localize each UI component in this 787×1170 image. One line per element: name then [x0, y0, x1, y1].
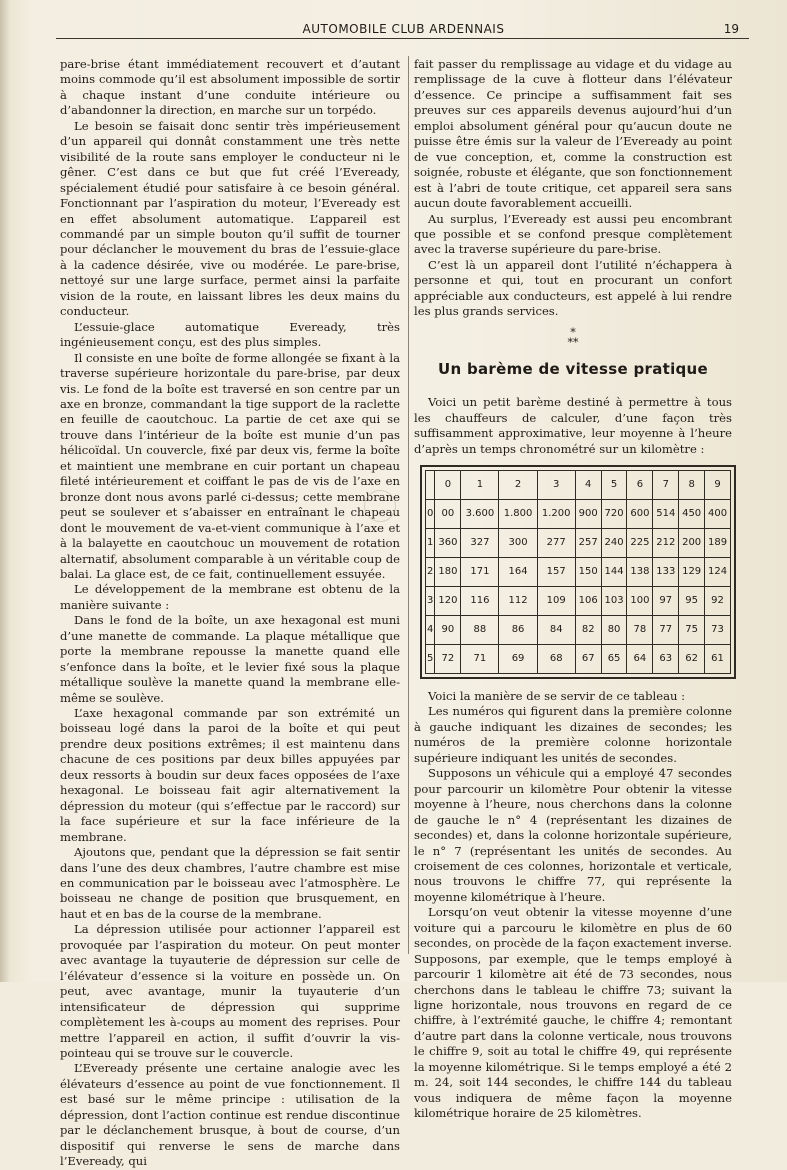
asterism-line: * — [570, 325, 576, 339]
table-cell: 327 — [461, 528, 499, 557]
table-cell: 164 — [499, 557, 537, 586]
table-header-cell: 8 — [679, 470, 705, 499]
table-row — [426, 557, 731, 586]
table-cell: 138 — [627, 557, 653, 586]
table-cell: 240 — [601, 528, 627, 557]
table-cell: 112 — [499, 586, 537, 615]
table-cell: 144 — [601, 557, 627, 586]
page-number: 19 — [723, 22, 739, 36]
paragraph: fait passer du remplissage au vidage et du vidage au remplissage de la cuve à flotteur dans l’élévateur d’essence. Ce principe a suffisamment fait ses preuves sur ces appareils devenus aujourd’hui d’un emploi absolument général pour qu’aucun doute ne puisse être émis sur la valeur de l’Eveready au point de vue conception, et, comme la construction est soignée, robuste et élégante, que son fonctionnement est à l’abri de toute critique, cet appareil sera sans aucun doute favorablement accueilli. — [414, 57, 732, 211]
table-row-label: 5 — [426, 644, 435, 673]
paragraph: La dépression utilisée pour actionner l’appareil est provoquée par l’aspiration du moteur. On peut monter avec avantage la tuyauterie de dépression sur celle de l’élévateur d’essence si la voiture en possède un. On peut, avec avantage, munir la tuyauterie d’un intensificateur de dépression qui supprime complètement les à-coups au moment des reprises. Pour mettre l’appareil en action, il suffit d’ouvrir la vis-pointeau qui se trouve sur le couvercle. — [60, 922, 400, 1060]
table-row-label: 4 — [426, 615, 435, 644]
table-cell: 71 — [461, 644, 499, 673]
table-cell: 72 — [435, 644, 461, 673]
paragraph: Dans le fond de la boîte, un axe hexagonal est muni d’une manette de commande. La plaque métallique que porte la membrane repousse la manette quand elle s’enfonce dans la boîte, et le levier fixé sous la plaque métallique soulève la manette quand la membrane elle-même se soulève. — [60, 613, 400, 705]
table-header-cell: 4 — [575, 470, 601, 499]
table-cell: 1.200 — [537, 499, 575, 528]
table-row-label: 3 — [426, 586, 435, 615]
speed-table-body — [426, 470, 731, 673]
table-cell: 212 — [653, 528, 679, 557]
table-cell: 61 — [705, 644, 731, 673]
table-header-cell: 1 — [461, 470, 499, 499]
section-title: Un barème de vitesse pratique — [437, 359, 709, 378]
table-cell: 63 — [653, 644, 679, 673]
table-cell: 00 — [435, 499, 461, 528]
table-cell: 86 — [499, 615, 537, 644]
table-cell: 80 — [601, 615, 627, 644]
table-cell: 97 — [653, 586, 679, 615]
paragraph: Au surplus, l’Eveready est aussi peu encombrant que possible et se confond presque complètement avec la traverse supérieure du pare-brise. — [414, 211, 732, 257]
table-cell: 189 — [705, 528, 731, 557]
paragraph: C’est là un appareil dont l’utilité n’échappera à personne et qui, tout en procurant un confort appréciable aux conducteurs, est appelé à lui rendre les plus grands services. — [414, 257, 732, 319]
table-row-label: 0 — [426, 499, 435, 528]
table-header-cell: 6 — [627, 470, 653, 499]
table-row-label: 1 — [426, 528, 435, 557]
table-cell: 67 — [575, 644, 601, 673]
table-cell: 62 — [679, 644, 705, 673]
paragraph: L’Eveready présente une certaine analogie avec les élévateurs d’essence au point de vue fonctionnement. Il est basé sur le même principe : utilisation de la dépression, dont l’action continue est rendue discontinue par le déclanchement brusque, à bout de course, d’un dispositif qui renverse le sens de marche dans l’Eveready, qui — [60, 1061, 400, 1169]
table-row — [426, 615, 731, 644]
right-column — [414, 57, 732, 1122]
table-cell: 133 — [653, 557, 679, 586]
table-cell: 450 — [679, 499, 705, 528]
table-cell: 157 — [537, 557, 575, 586]
table-row — [426, 499, 731, 528]
table-cell: 84 — [537, 615, 575, 644]
table-cell: 120 — [435, 586, 461, 615]
table-cell: 200 — [679, 528, 705, 557]
table-cell: 88 — [461, 615, 499, 644]
library-stamp — [364, 490, 396, 522]
table-row — [426, 644, 731, 673]
table-cell: 69 — [499, 644, 537, 673]
table-cell: 150 — [575, 557, 601, 586]
table-cell: 3.600 — [461, 499, 499, 528]
paragraph: L’axe hexagonal commande par son extrémité un boisseau logé dans la paroi de la boîte et qui peut prendre deux positions extrêmes; il est maintenu dans chacune de ces positions par deux billes appuyées par deux ressorts à boudin sur deux faces opposées de l’axe hexagonal. Le boisseau fait agir alternativement la dépression du moteur (qui s’effectue par le raccord) sur la face supérieure et sur la face inférieure de la membrane. — [60, 706, 400, 844]
table-header-cell: 2 — [499, 470, 537, 499]
table-cell: 95 — [679, 586, 705, 615]
table-cell: 1.800 — [499, 499, 537, 528]
table-cell: 92 — [705, 586, 731, 615]
table-cell: 109 — [537, 586, 575, 615]
table-cell: 124 — [705, 557, 731, 586]
table-header-cell: 5 — [601, 470, 627, 499]
paragraph: Le besoin se faisait donc sentir très impérieusement d’un appareil qui donnât constamment une très nette visibilité de la route sans employer le conducteur ni le gêner. C’est dans ce but que fut créé l’Eveready, spécialement étudié pour satisfaire à ce besoin général. Fonctionnant par l’aspiration du moteur, l’Eveready est en effet absolument automatique. L’appareil est commandé par un simple bouton qu’il suffit de tourner pour déclancher le mouvement du bras de l’essuie-glace à la cadence désirée, vive ou modérée. Le pare-brise, nettoyé sur une large surface, permet ainsi la parfaite vision de la route, en laissant libres les deux mains du conducteur. — [60, 118, 400, 319]
left-column — [60, 57, 400, 1170]
header-rule — [56, 38, 749, 39]
table-header-cell: 3 — [537, 470, 575, 499]
table-cell: 100 — [627, 586, 653, 615]
table-cell: 116 — [461, 586, 499, 615]
table-cell: 82 — [575, 615, 601, 644]
speed-table — [425, 470, 731, 674]
table-row — [426, 586, 731, 615]
asterism-line: ** — [567, 335, 579, 349]
table-header-cell: 9 — [705, 470, 731, 499]
paragraph: pare-brise étant immédiatement recouvert et d’autant moins commode qu’il est absolument impossible de sortir à chaque instant d’une conduite intérieure ou d’abandonner la direction, en marche sur un torpédo. — [60, 57, 400, 118]
paragraph: Le développement de la membrane est obtenu de la manière suivante : — [60, 582, 400, 612]
journal-title: AUTOMOBILE CLUB ARDENNAIS — [302, 22, 505, 36]
table-cell: 78 — [627, 615, 653, 644]
table-row — [426, 528, 731, 557]
running-header — [60, 18, 747, 38]
paragraph: Ajoutons que, pendant que la dépression se fait sentir dans l’une des deux chambres, l’autre chambre est mise en communication par le boisseau avec l’atmosphère. Le boisseau ne change de position que brusquement, en haut et en bas de la course de la membrane. — [60, 845, 400, 921]
paragraph: Il consiste en une boîte de forme allongée se fixant à la traverse supérieure horizontale du pare-brise, par deux vis. Le fond de la boîte est traversé en son centre par un axe en bronze, commandant la tige support de la raclette en feuille de caoutchouc. La partie de cet axe qui se trouve dans l’intérieur de la boîte est munie d’un pas hélicoïdal. Un couvercle, fixé par deux vis, ferme la boîte et maintient une membrane en cuir portant un chapeau fileté intérieurement et coiffant le pas de vis de l’axe en bronze dont nous avons parlé ci-dessus; cette membrane peut se soulever et s’abaisser en entraînant le chapeau dont le mouvement de va-et-vient communique à l’axe et à la balayette en caoutchouc un mouvement de rotation alternatif, absolument comparable à un véritable coup de balai. La glace est, de ce fait, continuellement essuyée. — [60, 350, 400, 581]
paragraph: Les numéros qui figurent dans la première colonne à gauche indiquant les dizaines de secondes; les numéros de la première colonne horizontale supérieure indiquant les unités de secondes. — [414, 704, 732, 765]
table-cell: 600 — [627, 499, 653, 528]
asterism — [414, 325, 732, 349]
table-cell: 171 — [461, 557, 499, 586]
paragraph: Supposons un véhicule qui a employé 47 secondes pour parcourir un kilomètre Pour obtenir la vitesse moyenne à l’heure, nous cherchons dans la colonne de gauche le n° 4 (représentant les dizaines de secondes) et, dans la colonne horizontale supérieure, le n° 7 (représentant les unités de secondes. Au croisement de ces colonnes, horizontale et verticale, nous trouvons le chiffre 77, qui représente la moyenne kilométrique à l’heure. — [414, 766, 732, 904]
table-header-cell — [426, 470, 435, 499]
table-cell: 77 — [653, 615, 679, 644]
column-divider — [408, 56, 409, 954]
table-cell: 257 — [575, 528, 601, 557]
table-cell: 180 — [435, 557, 461, 586]
table-cell: 65 — [601, 644, 627, 673]
table-cell: 277 — [537, 528, 575, 557]
speed-table-frame — [420, 465, 736, 679]
table-cell: 720 — [601, 499, 627, 528]
table-cell: 75 — [679, 615, 705, 644]
table-header-row — [426, 470, 731, 499]
table-cell: 129 — [679, 557, 705, 586]
table-cell: 106 — [575, 586, 601, 615]
table-cell: 68 — [537, 644, 575, 673]
table-cell: 400 — [705, 499, 731, 528]
table-cell: 64 — [627, 644, 653, 673]
table-header-cell: 0 — [435, 470, 461, 499]
table-cell: 514 — [653, 499, 679, 528]
table-cell: 300 — [499, 528, 537, 557]
table-cell: 103 — [601, 586, 627, 615]
page-edge — [0, 0, 10, 982]
paragraph: Lorsqu’on veut obtenir la vitesse moyenne d’une voiture qui a parcouru le kilomètre en plus de 60 secondes, on procède de la façon exactement inverse. Supposons, par exemple, que le temps employé à parcourir 1 kilomètre ait été de 73 secondes, nous cherchons dans le tableau le chiffre 73; suivant la ligne horizontale, nous trouvons en regard de ce chiffre, à l’extrémité gauche, le chiffre 4; remontant d’autre part dans la colonne verticale, nous trouvons le chiffre 9, soit au total le chiffre 49, qui représente la moyenne kilométrique. Si le temps employé a été 2 m. 24, soit 144 secondes, le chiffre 144 du tableau vous indiquera de même façon la moyenne kilométrique horaire de 25 kilomètres. — [414, 905, 732, 1121]
table-row-label: 2 — [426, 557, 435, 586]
paragraph: Voici la manière de se servir de ce tableau : — [428, 688, 686, 703]
table-cell: 225 — [627, 528, 653, 557]
table-header-cell: 7 — [653, 470, 679, 499]
table-cell: 90 — [435, 615, 461, 644]
table-cell: 73 — [705, 615, 731, 644]
paragraph: L’essuie-glace automatique Eveready, très ingénieusement conçu, est des plus simples. — [60, 319, 400, 350]
table-intro: Voici un petit barème destiné à permettre à tous les chauffeurs de calculer, d’une façon très suffisamment approximative, leur moyenne à l’heure d’après un temps chronométré sur un kilomètre : — [414, 395, 732, 456]
table-cell: 360 — [435, 528, 461, 557]
table-cell: 900 — [575, 499, 601, 528]
